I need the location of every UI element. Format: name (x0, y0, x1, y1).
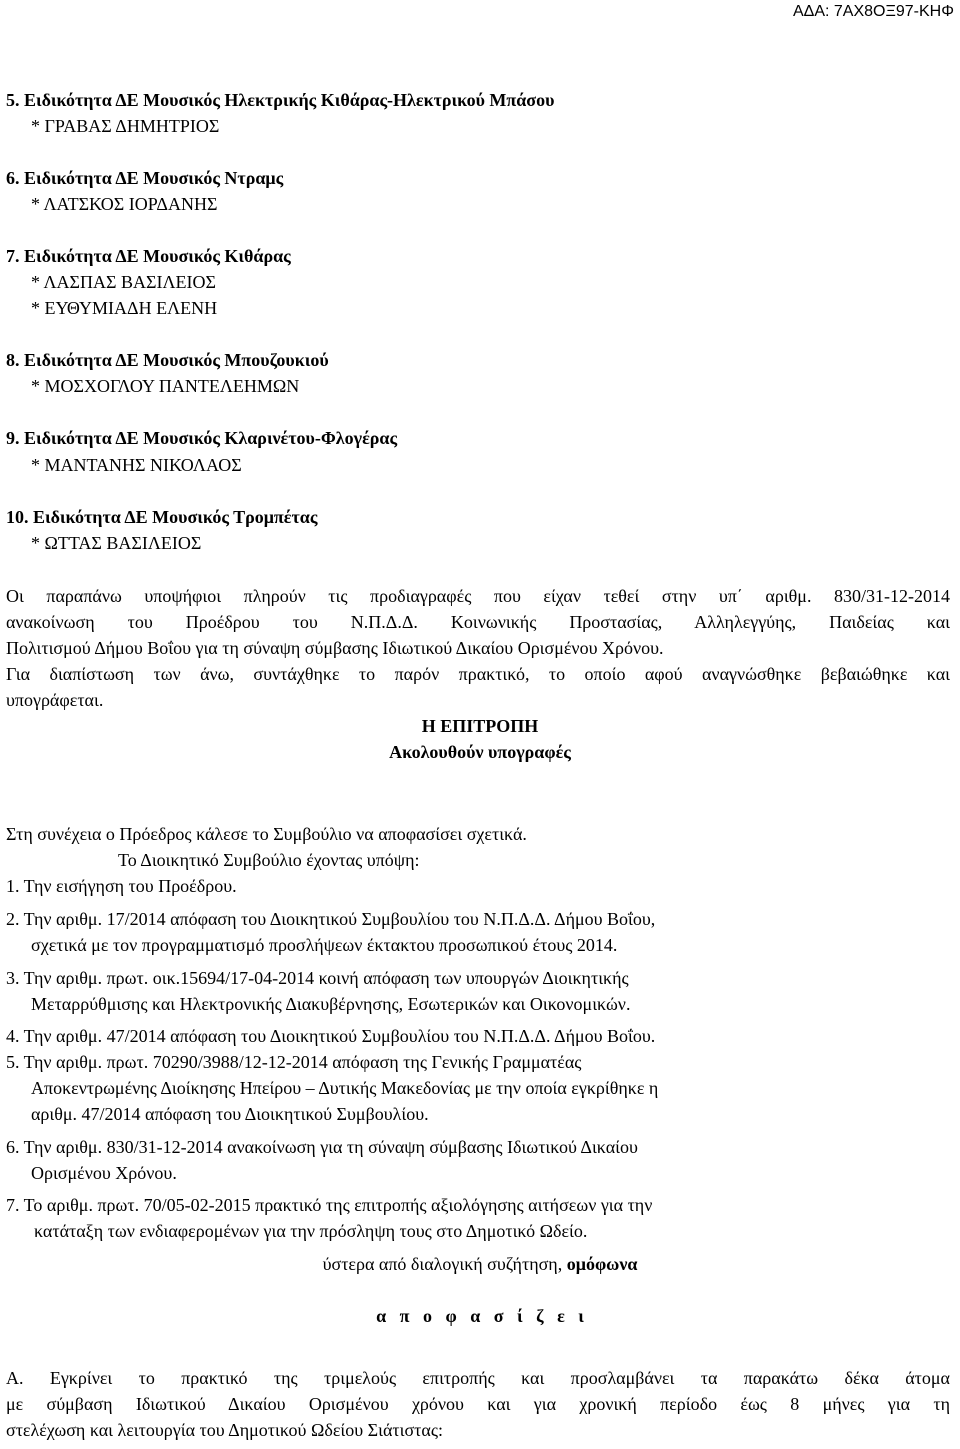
consideration-item: 6. Την αριθμ. 830/31-12-2014 ανακοίνωση για τη σύναψη σύμβασης Ιδιωτικού Δικαίου (6, 1137, 638, 1157)
candidate-name: * ΕΥΘΥΜΙΑΔΗ ΕΛΕΝΗ (31, 298, 218, 318)
consideration-item: 3. Την αριθμ. πρωτ. οικ.15694/17-04-2014 κοινή απόφαση των υπουργών Διοικητικής (6, 968, 629, 988)
consideration-item-cont: σχετικά με τον προγραμματισμό προσλήψεων έκτακτου προσωπικού έτους 2014. (31, 935, 618, 955)
candidate-name: * ΜΑΝΤΑΝΗΣ ΝΙΚΟΛΑΟΣ (31, 455, 242, 475)
signatures-note: Ακολουθούν υπογραφές (389, 742, 571, 762)
specialty-title: 10. Ειδικότητα ΔΕ Μουσικός Τρομπέτας (6, 507, 318, 527)
after-discussion (0, 1252, 960, 1276)
ada-code: ΑΔΑ: 7ΑΧ8ΟΞ97-ΚΗΦ (792, 3, 954, 20)
consideration-item-cont: αριθμ. 47/2014 απόφαση του Διοικητικού Συμβουλίου. (31, 1104, 429, 1124)
paragraph-line: Πολιτισμού Δήμου Βοΐου για τη σύναψη σύμβασης Ιδιωτικού Δικαίου Ορισμένου Χρόνου. (6, 638, 664, 658)
consideration-item-cont: Αποκεντρωμένης Διοίκησης Ηπείρου – Δυτικής Μακεδονίας με την οποία εγκρίθηκε η (31, 1078, 659, 1098)
consideration-item-cont: Ορισμένου Χρόνου. (31, 1163, 177, 1183)
paragraph-line: ανακοίνωση του Προέδρου του Ν.Π.Δ.Δ. Κοινωνικής Προστασίας, Αλληλεγγύης, Παιδείας και (6, 612, 950, 632)
decision-line: στελέχωση και λειτουργία του Δημοτικού Ωδείου Σιάτιστας: (6, 1420, 443, 1440)
specialty-title: 5. Ειδικότητα ΔΕ Μουσικός Ηλεκτρικής Κιθάρας-Ηλεκτρικού Μπάσου (6, 90, 555, 110)
consideration-item-cont: κατάταξη των ενδιαφερομένων για την πρόσληψη τους στο Δημοτικό Ωδείο. (34, 1221, 588, 1241)
specialty-title: 6. Ειδικότητα ΔΕ Μουσικός Ντραμς (6, 168, 284, 188)
after-discussion-text: ύστερα από διαλογική συζήτηση, (322, 1254, 567, 1274)
candidate-name: * ΜΟΣΧΟΓΛΟΥ ΠΑΝΤΕΛΕΗΜΩΝ (31, 376, 300, 396)
consideration-item: 4. Την αριθμ. 47/2014 απόφαση του Διοικητικού Συμβουλίου του Ν.Π.Δ.Δ. Δήμου Βοΐου. (6, 1026, 656, 1046)
specialty-title: 7. Ειδικότητα ΔΕ Μουσικός Κιθάρας (6, 246, 291, 266)
paragraph-line: Για διαπίστωση των άνω, συντάχθηκε το παρόν πρακτικό, το οποίο αφού αναγνώσθηκε βεβαιώθηκε και (6, 664, 950, 684)
candidate-name: * ΛΑΣΠΑΣ ΒΑΣΙΛΕΙΟΣ (31, 272, 217, 292)
consideration-item: 5. Την αριθμ. πρωτ. 70290/3988/12-12-2014 απόφαση της Γενικής Γραμματέας (6, 1052, 582, 1072)
consideration-item: 1. Την εισήγηση του Προέδρου. (6, 876, 237, 896)
continuation-text: Στη συνέχεια ο Πρόεδρος κάλεσε το Συμβούλιο να αποφασίσει σχετικά. (6, 824, 527, 844)
committee-title: Η ΕΠΙΤΡΟΠΗ (421, 716, 539, 736)
specialty-title: 8. Ειδικότητα ΔΕ Μουσικός Μπουζουκιού (6, 350, 329, 370)
consideration-item-cont: Μεταρρύθμισης και Ηλεκτρονικής Διακυβέρνησης, Εσωτερικών και Οικονομικών. (31, 994, 631, 1014)
paragraph-line: υπογράφεται. (6, 690, 104, 710)
unanimous-text: ομόφωνα (566, 1254, 638, 1274)
consideration-item: 2. Την αριθμ. 17/2014 απόφαση του Διοικητικού Συμβουλίου του Ν.Π.Δ.Δ. Δήμου Βοΐου, (6, 909, 656, 929)
candidate-name: * ΛΑΤΣΚΟΣ ΙΟΡΔΑΝΗΣ (31, 194, 218, 214)
candidate-name: * ΩΤΤΑΣ ΒΑΣΙΛΕΙΟΣ (31, 533, 202, 553)
decides-heading: α π ο φ α σ ί ζ ε ι (376, 1306, 584, 1326)
decision-line: Α. Εγκρίνει το πρακτικό της τριμελούς επιτροπής και προσλαμβάνει τα παρακάτω δέκα άτομα (6, 1368, 950, 1388)
consideration-item: 7. Το αριθμ. πρωτ. 70/05-02-2015 πρακτικό της επιτροπής αξιολόγησης αιτήσεων για την (6, 1195, 653, 1215)
decision-line: με σύμβαση Ιδιωτικού Δικαίου Ορισμένου χρόνου και για χρονική περίοδο έως 8 μήνες για τη (6, 1394, 950, 1414)
paragraph-line: Οι παραπάνω υποψήφιοι πληρούν τις προδιαγραφές που είχαν τεθεί στην υπ΄ αριθμ. 830/31-12-2014 (6, 586, 950, 606)
considering-heading: Το Διοικητικό Συμβούλιο έχοντας υπόψη: (118, 850, 420, 870)
candidate-name: * ΓΡΑΒΑΣ ΔΗΜΗΤΡΙΟΣ (31, 116, 220, 136)
specialty-title: 9. Ειδικότητα ΔΕ Μουσικός Κλαρινέτου-Φλογέρας (6, 428, 398, 448)
